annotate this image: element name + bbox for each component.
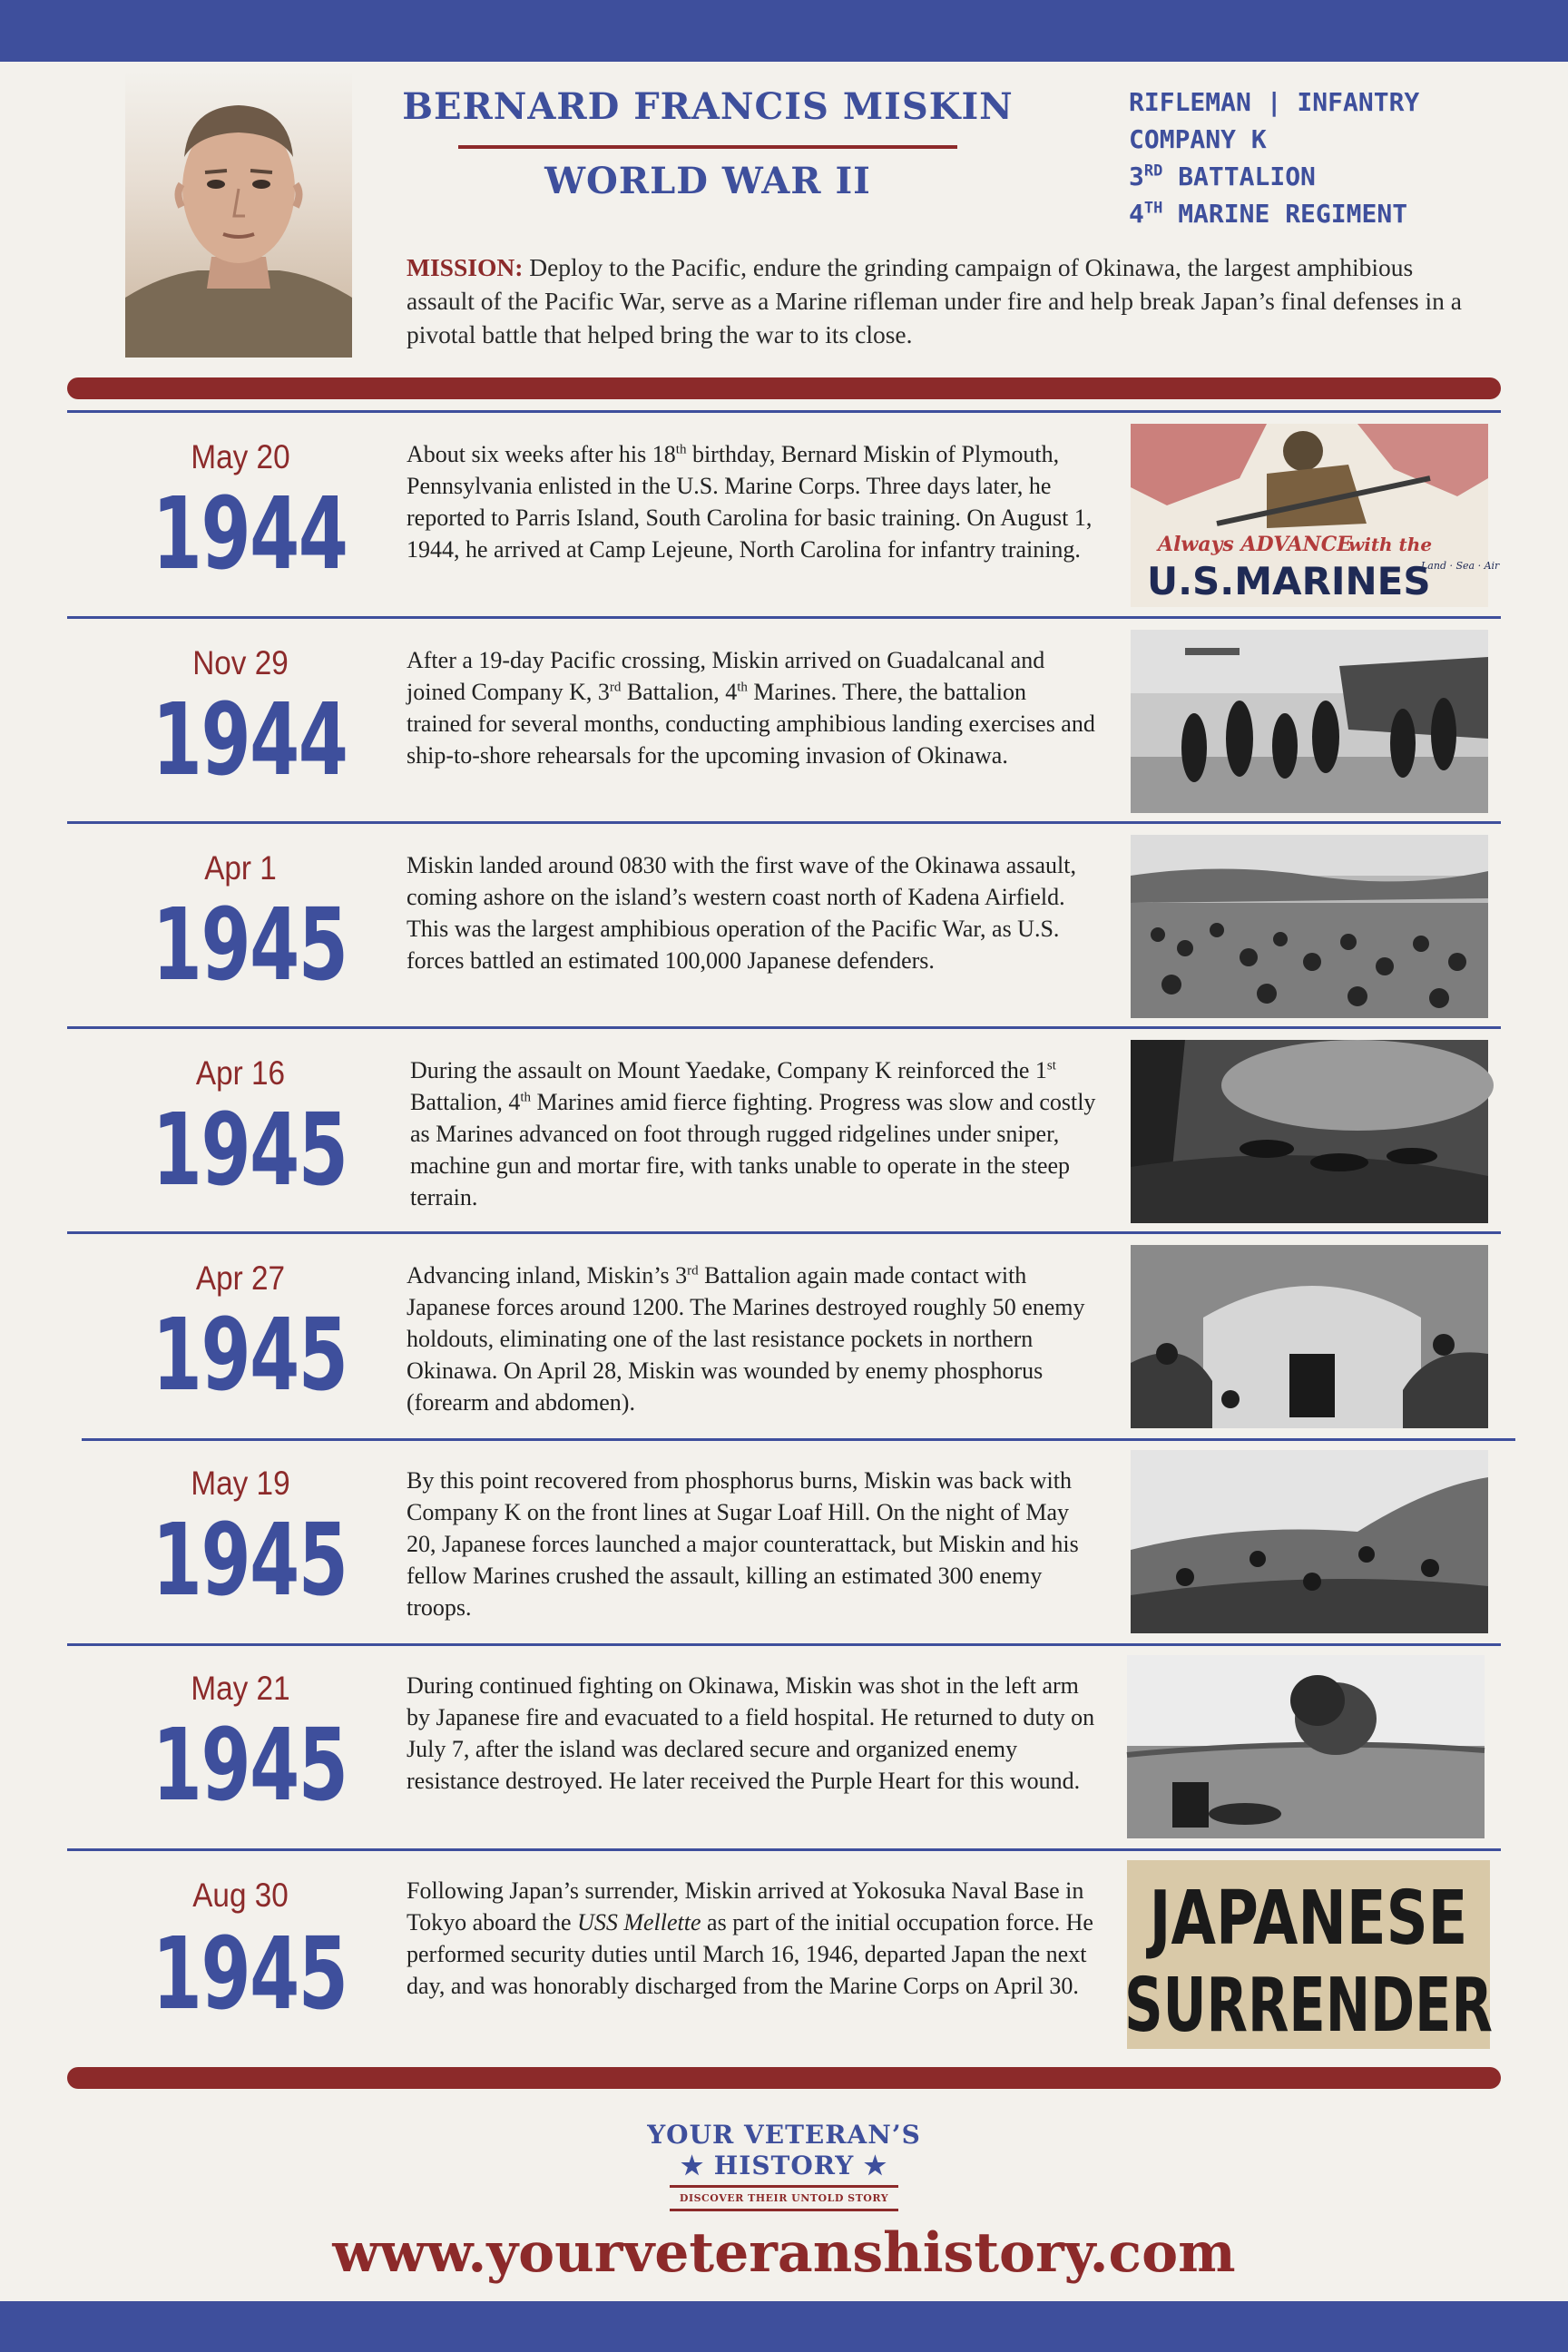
entry-year: 1945 bbox=[152, 1707, 348, 1823]
unit-battalion: 3RD BATTALION bbox=[1129, 162, 1316, 191]
entry-year: 1945 bbox=[152, 1092, 348, 1208]
entry-text: During the assault on Mount Yaedake, Company K reinforced the 1st Battalion, 4th Marines amid fierce fighting. Progress was slow and costly as Marines advanced on foot through rugged ridgelines under sniper, machine gun and mortar fire, with tanks unable to operate in the steep terrain. bbox=[410, 1057, 1096, 1210]
logo-line-1: YOUR VETERAN’S bbox=[647, 2120, 921, 2150]
logo-line-2: ★ HISTORY ★ bbox=[680, 2151, 888, 2180]
entry-text: After a 19-day Pacific crossing, Miskin arrived on Guadalcanal and joined Company K, 3rd Battalion, 4th Marines. There, the battalion trained for several months, conducting amphibious landing exercises and ship-to-shore rehearsals for the upcoming invasion of Okinawa. bbox=[407, 647, 1095, 769]
unit-info bbox=[1129, 83, 1528, 232]
sugar-loaf-photo bbox=[1131, 1450, 1488, 1633]
header-divider-bar bbox=[67, 377, 1501, 399]
name-divider bbox=[458, 145, 957, 149]
bottom-band bbox=[0, 2301, 1568, 2352]
website-url[interactable]: www.yourveteranshistory.com bbox=[332, 2221, 1236, 2285]
unit-role: RIFLEMAN | INFANTRY bbox=[1129, 87, 1420, 117]
entry-text: By this point recovered from phosphorus burns, Miskin was back with Company K on the front lines at Sugar Loaf Hill. On the night of May 20, Japanese forces launched a major counterattack, but Miskin and his fellow Marines crushed the assault, killing an estimated 300 enemy troops. bbox=[407, 1467, 1079, 1621]
mission-text: Deploy to the Pacific, endure the grinding campaign of Okinawa, the largest amphibious assault of the Pacific War, serve as a Marine rifleman under fire and help break Japan’s final defenses in a pivotal battle that helped bring the war to its close. bbox=[407, 253, 1462, 348]
entry-text: Following Japan’s surrender, Miskin arrived at Yokosuka Naval Base in Tokyo aboard the USS Mellette as part of the initial occupation force. He performed security duties until March 16, 1946, departed Japan the next day, and was honorably discharged from the Marine Corps on April 30. bbox=[407, 1877, 1093, 1999]
holdout-photo bbox=[1131, 1245, 1488, 1428]
veteran-name: BERNARD FRANCIS MISKIN bbox=[402, 85, 1014, 128]
headline-surrender: SURRENDER bbox=[1124, 1962, 1493, 2049]
timeline-entry bbox=[0, 824, 1568, 1029]
entry-date: May 20 bbox=[191, 438, 290, 475]
entry-text: About six weeks after his 18th birthday, Bernard Miskin of Plymouth, Pennsylvania enlisted in the U.S. Marine Corps. Three days later, he reported to Parris Island, South Carolina for basic training. On August 1, 1944, he arrived at Camp Lejeune, North Carolina for infantry training. bbox=[407, 441, 1093, 563]
war-title: WORLD WAR II bbox=[544, 160, 871, 202]
entry-year: 1944 bbox=[152, 681, 348, 798]
surrender-headline-photo bbox=[1124, 1860, 1493, 2049]
entry-year: 1945 bbox=[152, 887, 348, 1003]
entry-date: Apr 27 bbox=[195, 1259, 286, 1297]
footer-divider-bar bbox=[67, 2067, 1501, 2089]
poster-small: Land · Sea · Air bbox=[1421, 560, 1500, 572]
top-band bbox=[0, 0, 1568, 62]
landing-photo bbox=[1131, 630, 1488, 813]
poster-slogan: Always ADVANCE bbox=[1158, 533, 1353, 556]
okinawa-landing-photo bbox=[1131, 835, 1488, 1018]
unit-company: COMPANY K bbox=[1129, 124, 1267, 154]
entry-date: Aug 30 bbox=[192, 1877, 289, 1914]
timeline-entry bbox=[0, 413, 1568, 618]
poster-slogan-2: with the bbox=[1348, 534, 1433, 555]
entry-date: May 19 bbox=[191, 1465, 290, 1502]
headline-japanese: JAPANESE bbox=[1149, 1876, 1468, 1963]
logo-rule bbox=[670, 2209, 898, 2211]
timeline-entry bbox=[0, 619, 1568, 824]
mission-statement bbox=[407, 250, 1468, 351]
timeline-entry bbox=[0, 1029, 1568, 1234]
entry-year: 1945 bbox=[152, 1502, 348, 1618]
poster-title: U.S.MARINES bbox=[1147, 559, 1431, 603]
unit-regiment: 4TH MARINE REGIMENT bbox=[1129, 199, 1408, 229]
field-explosion-photo bbox=[1127, 1655, 1485, 1838]
entry-year: 1945 bbox=[152, 1916, 348, 2032]
entry-date: Apr 1 bbox=[204, 849, 277, 887]
entry-text: Advancing inland, Miskin’s 3rd Battalion again made contact with Japanese forces around 1200. The Marines destroyed roughly 50 enemy holdouts, eliminating one of the last resistance pockets in northern Okinawa. On April 28, Miskin was wounded by enemy phosphorus (forearm and abdomen). bbox=[407, 1262, 1085, 1416]
recruiting-poster bbox=[1131, 424, 1500, 607]
entry-text: During continued fighting on Okinawa, Miskin was shot in the left arm by Japanese fire and evacuated to a field hospital. He returned to duty on July 7, after the island was declared secure and organized enemy resistance destroyed. He later received the Purple Heart for this wound. bbox=[407, 1672, 1095, 1794]
entry-text: Miskin landed around 0830 with the first wave of the Okinawa assault, coming ashore on the island’s western coast north of Kadena Airfield. This was the largest amphibious operation of the Pacific War, as U.S. forces battled an estimated 100,000 Japanese defenders. bbox=[407, 852, 1076, 974]
timeline-entry bbox=[0, 1849, 1568, 2054]
entry-date: Apr 16 bbox=[195, 1054, 286, 1092]
timeline-entry bbox=[0, 1234, 1568, 1439]
entry-year: 1944 bbox=[152, 475, 348, 592]
mission-label: MISSION: bbox=[407, 253, 524, 281]
timeline-entry bbox=[0, 1439, 1568, 1644]
logo-tagline: DISCOVER THEIR UNTOLD STORY bbox=[679, 2192, 889, 2204]
ridgeline-fighting-photo bbox=[1131, 1040, 1488, 1223]
entry-date: May 21 bbox=[191, 1670, 290, 1707]
entry-year: 1945 bbox=[152, 1297, 348, 1413]
entry-date: Nov 29 bbox=[192, 644, 289, 681]
portrait-photo bbox=[125, 71, 352, 358]
logo-rule bbox=[670, 2185, 898, 2188]
timeline-entry bbox=[0, 1644, 1568, 1849]
